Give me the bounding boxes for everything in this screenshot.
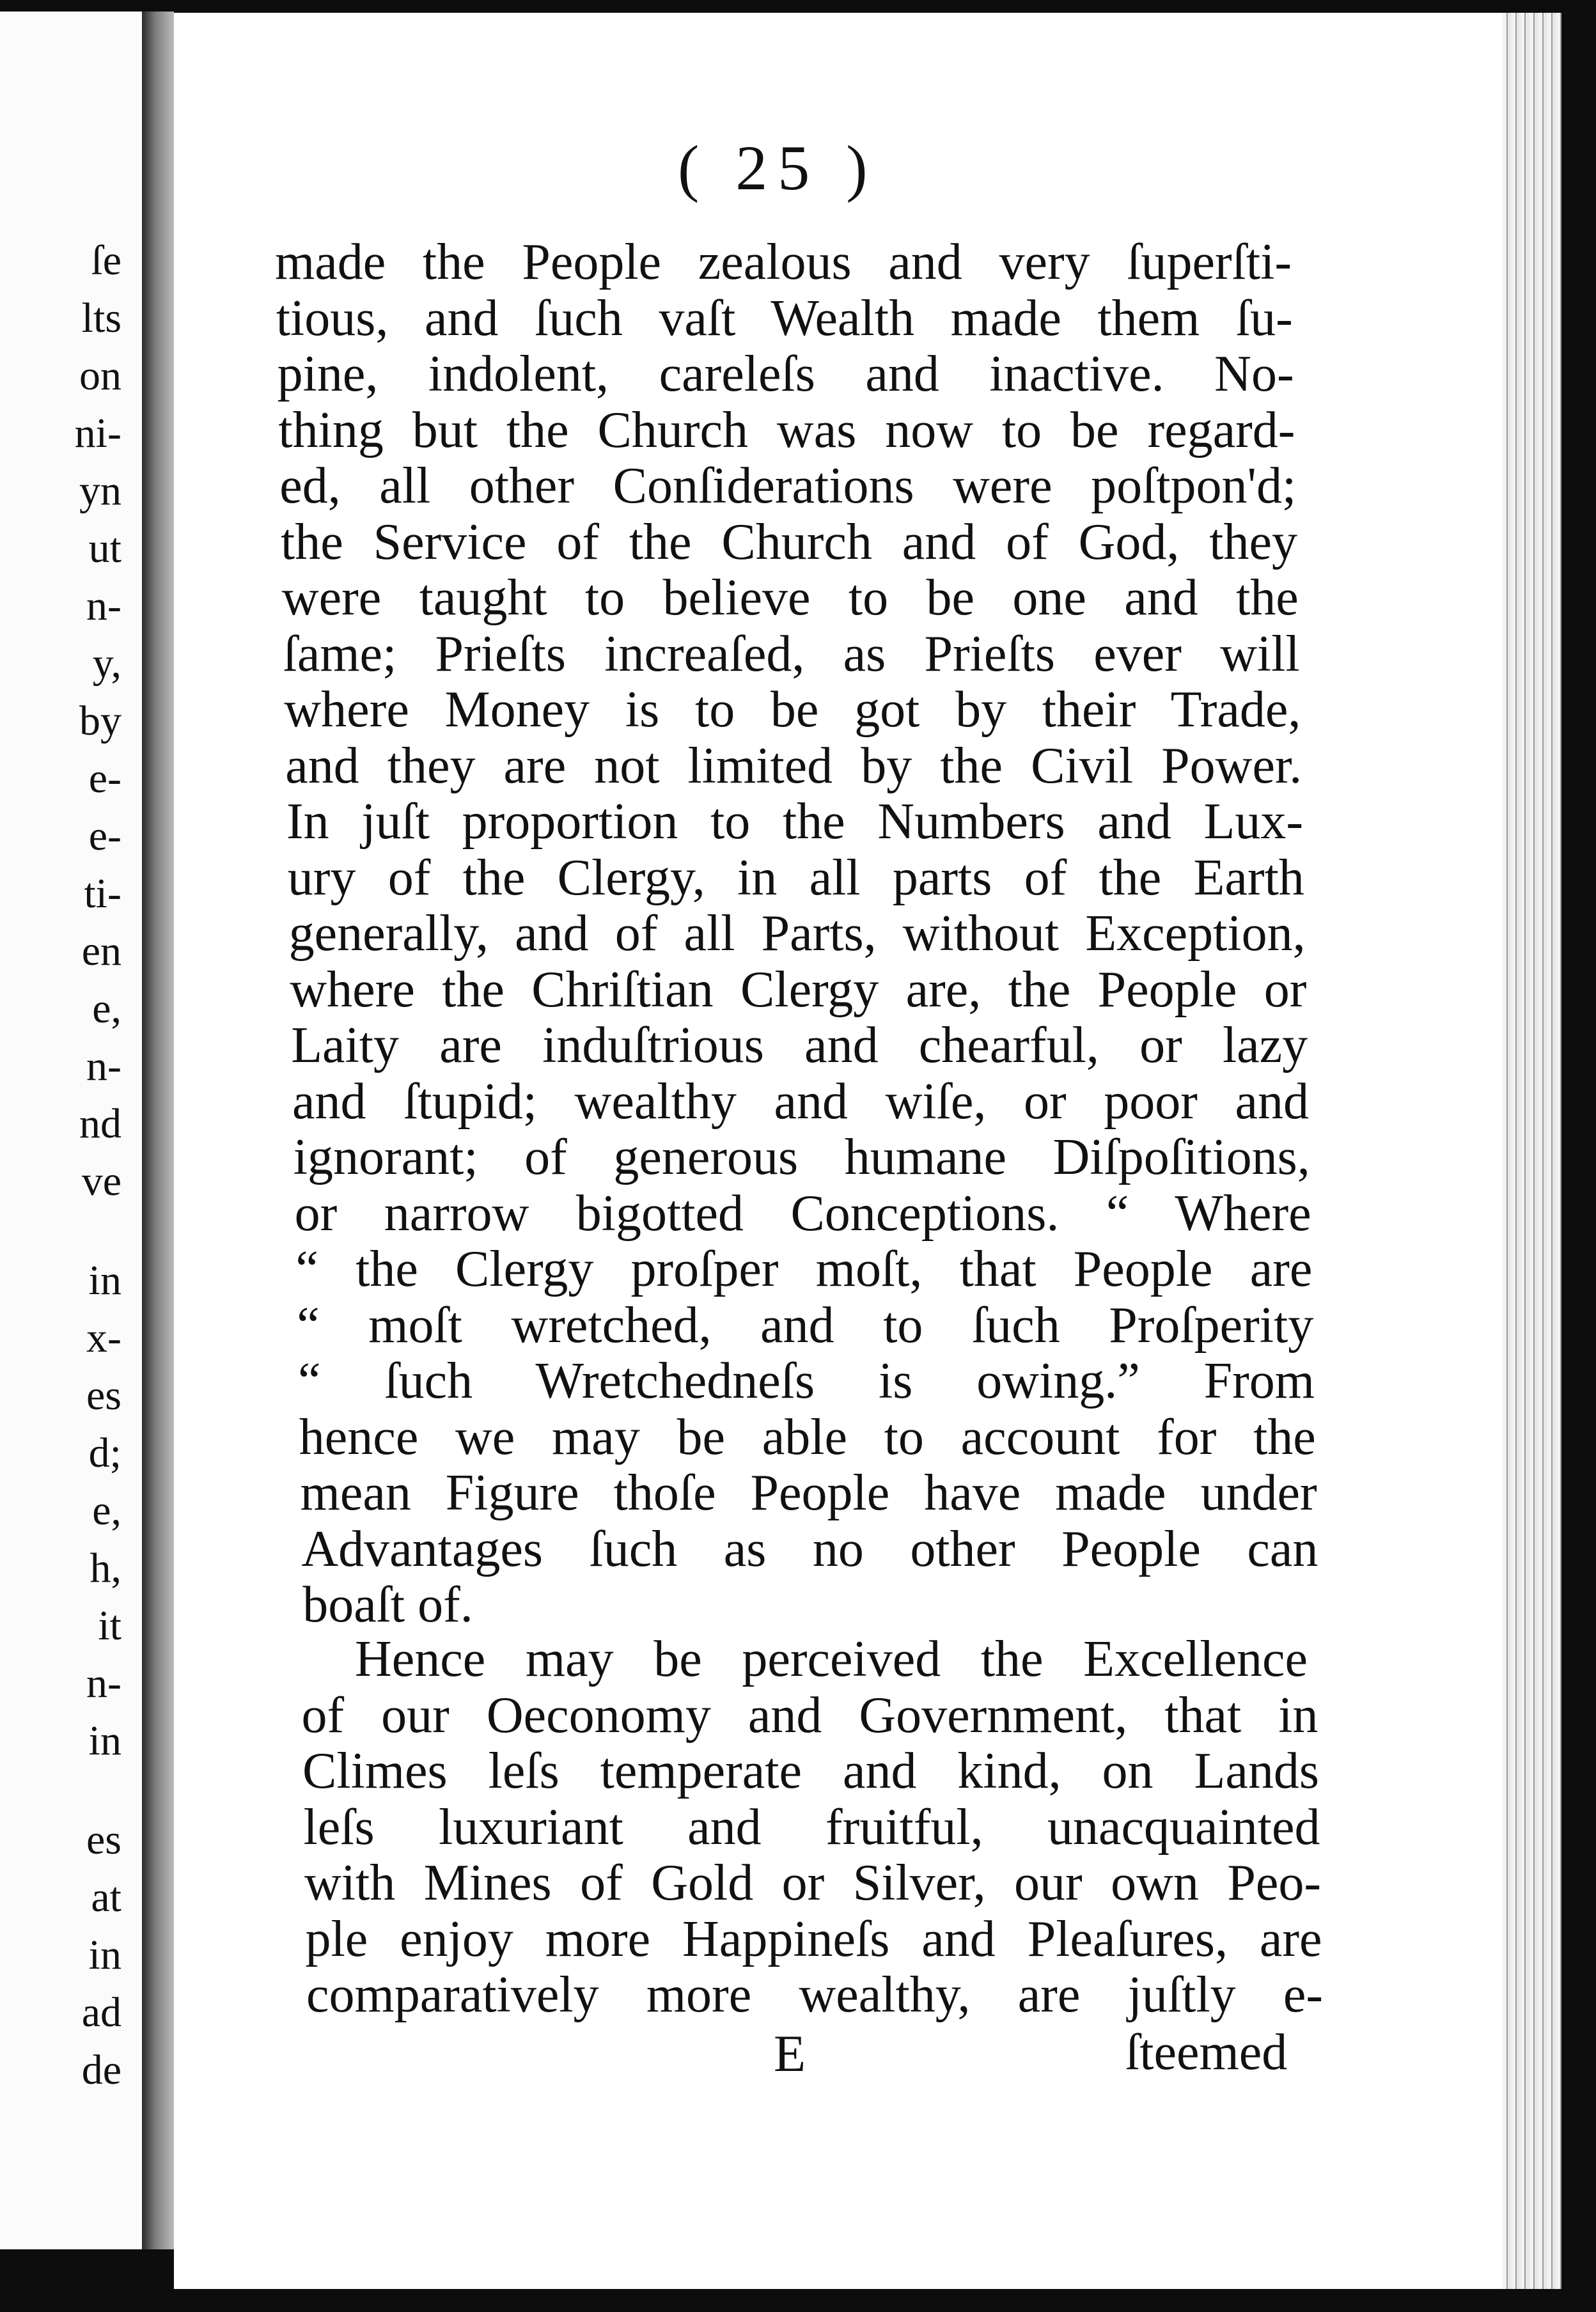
text-line: hence we may be able to account for the: [299, 1409, 1316, 1465]
text-line: mean Figure thoſe People have made under: [300, 1465, 1317, 1521]
text-line: ple enjoy more Happineſs and Pleaſures, are: [305, 1910, 1322, 1967]
margin-fragment: y,: [92, 640, 121, 687]
text-line: and they are not limited by the Civil Power.: [285, 737, 1303, 794]
page-edge-stack: [1503, 13, 1561, 2289]
text-line: the Service of the Church and of God, they: [281, 513, 1297, 570]
margin-fragment: ſe: [91, 237, 121, 284]
margin-fragment: ut: [88, 525, 121, 572]
text-line: where the Chriſtian Clergy are, the People or: [290, 961, 1307, 1018]
catchword: ſteemed: [1125, 2024, 1288, 2081]
text-line: ed, all other Conſiderations were poſtpon'd;: [279, 458, 1297, 514]
text-line: ignorant; of generous humane Diſpoſitions,: [293, 1129, 1310, 1185]
text-line: made the People zealous and very ſuperſti-: [275, 234, 1292, 290]
margin-fragment: e-: [88, 755, 121, 802]
text-line: comparatively more wealthy, are juſtly e-: [306, 1967, 1323, 2023]
text-line: Hence may be perceived the Excellence: [355, 1631, 1308, 1687]
text-line: boaſt of.: [302, 1577, 473, 1633]
margin-fragment: n-: [86, 582, 121, 629]
text-line: leſs luxuriant and fruitful, unacquainted: [303, 1799, 1320, 1855]
margin-fragment: ti-: [84, 870, 121, 917]
text-line: were taught to believe to be one and the: [281, 570, 1299, 626]
margin-fragment: ad: [81, 1989, 121, 2036]
text-line: Laity are induſtrious and chearful, or lazy: [291, 1017, 1308, 1074]
margin-fragment: ve: [81, 1158, 121, 1205]
text-line: or narrow bigotted Conceptions. “ Where: [294, 1185, 1311, 1242]
margin-fragment: nd: [79, 1100, 121, 1147]
margin-fragment: it: [98, 1602, 121, 1649]
margin-fragment: e,: [92, 1487, 121, 1534]
margin-fragment: n-: [86, 1660, 121, 1707]
margin-fragment: on: [79, 352, 121, 399]
margin-fragment: de: [81, 2047, 121, 2093]
margin-fragment: es: [86, 1816, 121, 1863]
text-line: pine, indolent, careleſs and inactive. No-: [277, 346, 1294, 402]
margin-fragment: x-: [86, 1315, 121, 1361]
margin-fragment: ni-: [74, 410, 121, 457]
page-number: ( 25 ): [678, 132, 878, 203]
margin-fragment: in: [88, 1257, 121, 1304]
margin-fragment: h,: [90, 1545, 121, 1591]
text-line: ſame; Prieſts increaſed, as Prieſts ever will: [283, 625, 1300, 682]
margin-fragment: yn: [79, 467, 121, 514]
margin-fragment: at: [91, 1874, 121, 1921]
text-line: Advantages ſuch as no other People can: [301, 1520, 1318, 1577]
text-line: “ the Clergy proſper moſt, that People are: [295, 1241, 1313, 1297]
text-line: In juſt proportion to the Numbers and Lux-: [286, 793, 1303, 850]
margin-fragment: e,: [92, 985, 121, 1032]
book-gutter: [142, 12, 174, 2249]
margin-fragment: e-: [88, 813, 121, 859]
margin-fragment: by: [79, 698, 121, 744]
text-line: ury of the Clergy, in all parts of the Earth: [287, 849, 1304, 906]
text-line: thing but the Church was now to be regard-: [278, 402, 1295, 458]
text-line: tious, and ſuch vaſt Wealth made them ſu-: [276, 290, 1293, 347]
margin-fragment: lts: [81, 295, 121, 341]
margin-fragment: d;: [88, 1430, 121, 1476]
text-line: with Mines of Gold or Silver, our own Peo-: [304, 1855, 1321, 1911]
margin-fragment: es: [86, 1372, 121, 1419]
margin-fragment: n-: [86, 1043, 121, 1090]
margin-fragment: in: [88, 1932, 121, 1978]
text-line: “ moſt wretched, and to ſuch Proſperity: [297, 1297, 1314, 1354]
text-line: “ ſuch Wretchedneſs is owing.” From: [298, 1353, 1315, 1409]
signature-mark: E: [774, 2024, 806, 2082]
text-line: where Money is to be got by their Trade,: [284, 682, 1301, 738]
text-line: of our Oeconomy and Government, that in: [301, 1687, 1318, 1744]
text-line: and ſtupid; wealthy and wiſe, or poor and: [292, 1073, 1309, 1130]
margin-fragment: in: [88, 1717, 121, 1764]
text-line: Climes leſs temperate and kind, on Lands: [302, 1743, 1319, 1799]
text-line: generally, and of all Parts, without Exception,: [288, 905, 1306, 962]
margin-fragment: en: [81, 928, 121, 974]
